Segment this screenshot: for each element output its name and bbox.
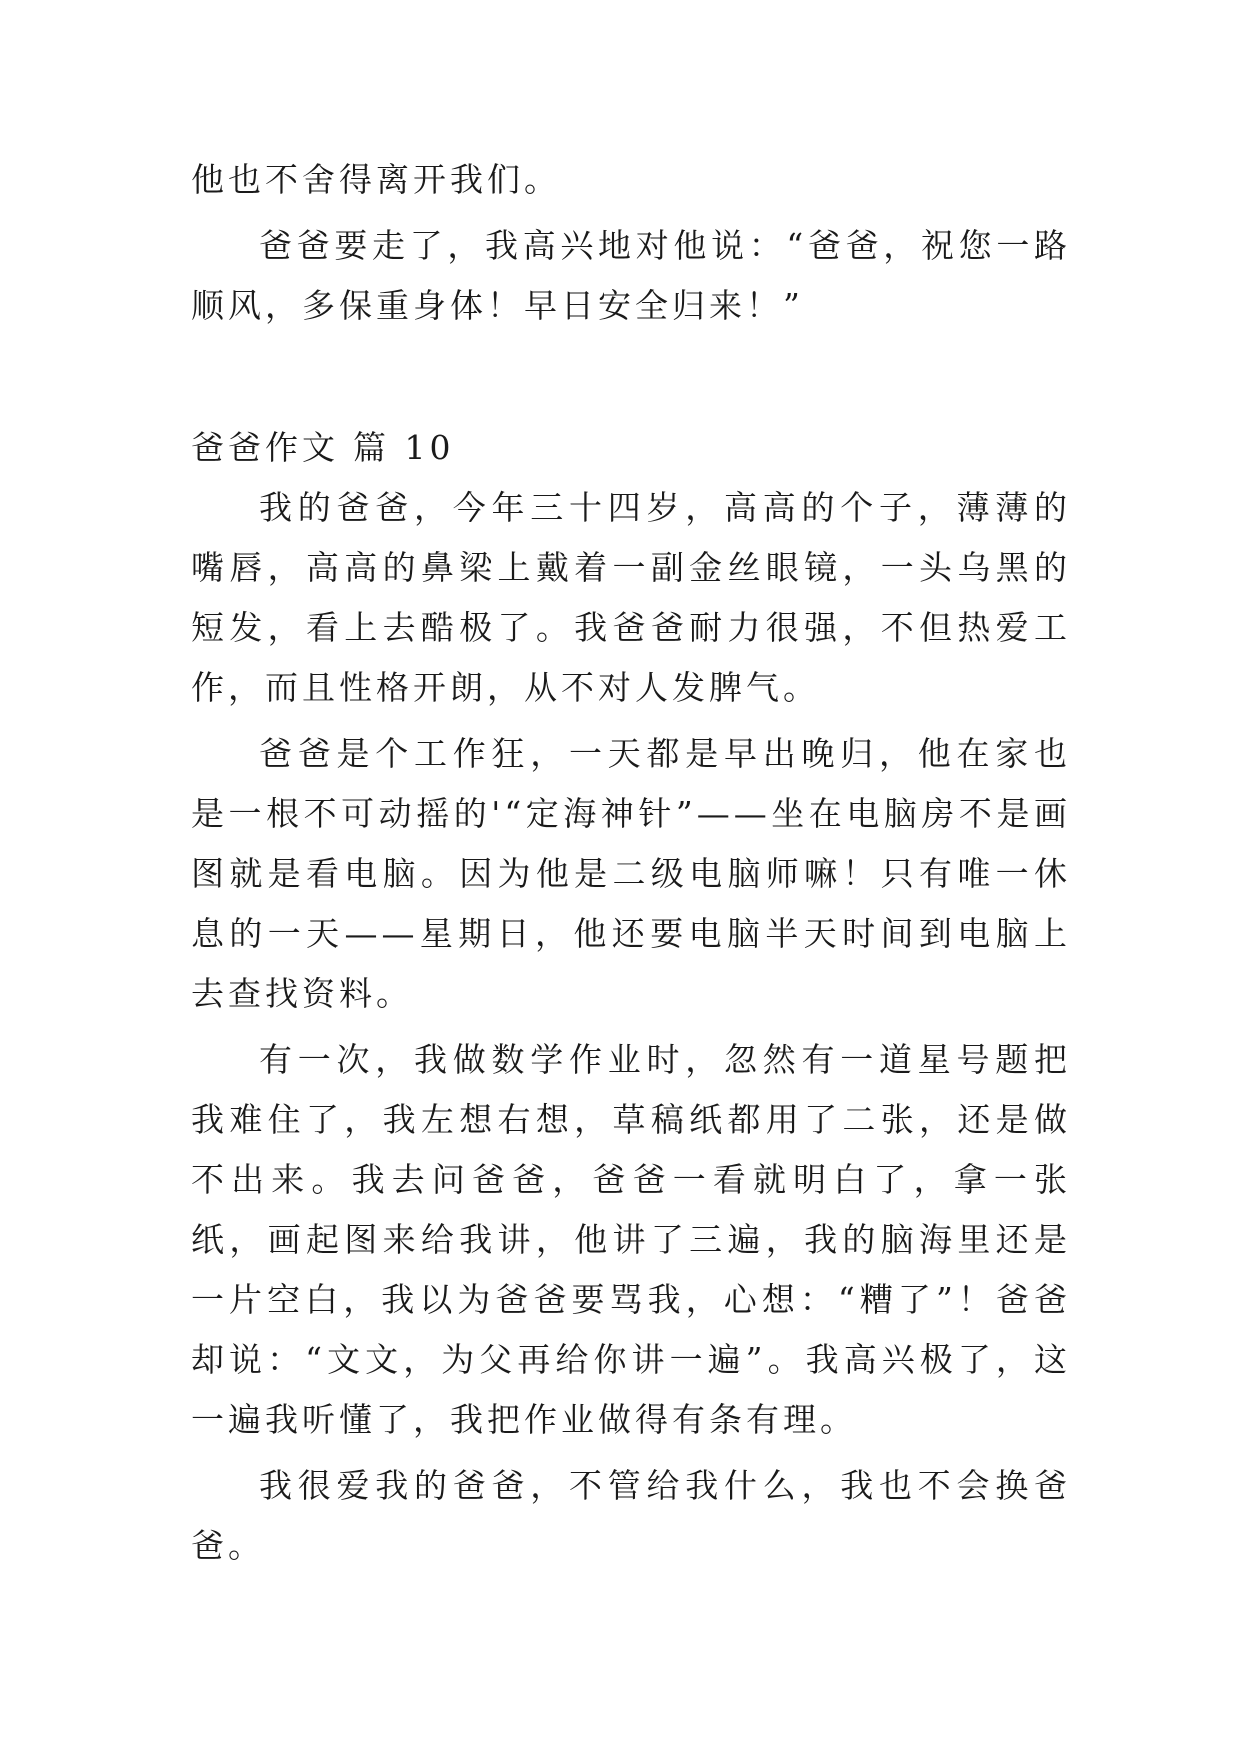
essay-paragraph-4: 我很爱我的爸爸，不管给我什么，我也不会换爸爸。 bbox=[191, 1466, 1071, 1565]
section-title: 爸爸作文 bbox=[191, 428, 339, 467]
document-body bbox=[191, 150, 1071, 1576]
section-number: 篇 10 bbox=[353, 428, 455, 467]
essay-paragraph-2: 爸爸是个工作狂，一天都是早出晚归，他在家也是一根不可动摇的'“定海神针”——坐在电脑房不是画图就是看电脑。因为他是二级电脑师嘛！只有唯一休息的一天——星期日，他还要电脑半天时间到电脑上去查找资料。 bbox=[191, 734, 1071, 1013]
continuation-paragraph-2: 爸爸要走了，我高兴地对他说：“爸爸，祝您一路顺风，多保重身体！早日安全归来！” bbox=[191, 226, 1071, 325]
essay-paragraph-1: 我的爸爸，今年三十四岁，高高的个子，薄薄的嘴唇，高高的鼻梁上戴着一副金丝眼镜，一头乌黑的短发，看上去酷极了。我爸爸耐力很强，不但热爱工作，而且性格开朗，从不对人发脾气。 bbox=[191, 488, 1071, 707]
section-heading bbox=[191, 418, 1071, 478]
continuation-paragraph-1: 他也不舍得离开我们。 bbox=[191, 160, 561, 199]
essay-paragraph-3: 有一次，我做数学作业时，忽然有一道星号题把我难住了，我左想右想，草稿纸都用了二张，还是做不出来。我去问爸爸，爸爸一看就明白了，拿一张纸，画起图来给我讲，他讲了三遍，我的脑海里还是一片空白，我以为爸爸要骂我，心想：“糟了”！爸爸却说：“文文，为父再给你讲一遍”。我高兴极了，这一遍我听懂了，我把作业做得有条有理。 bbox=[191, 1040, 1071, 1439]
